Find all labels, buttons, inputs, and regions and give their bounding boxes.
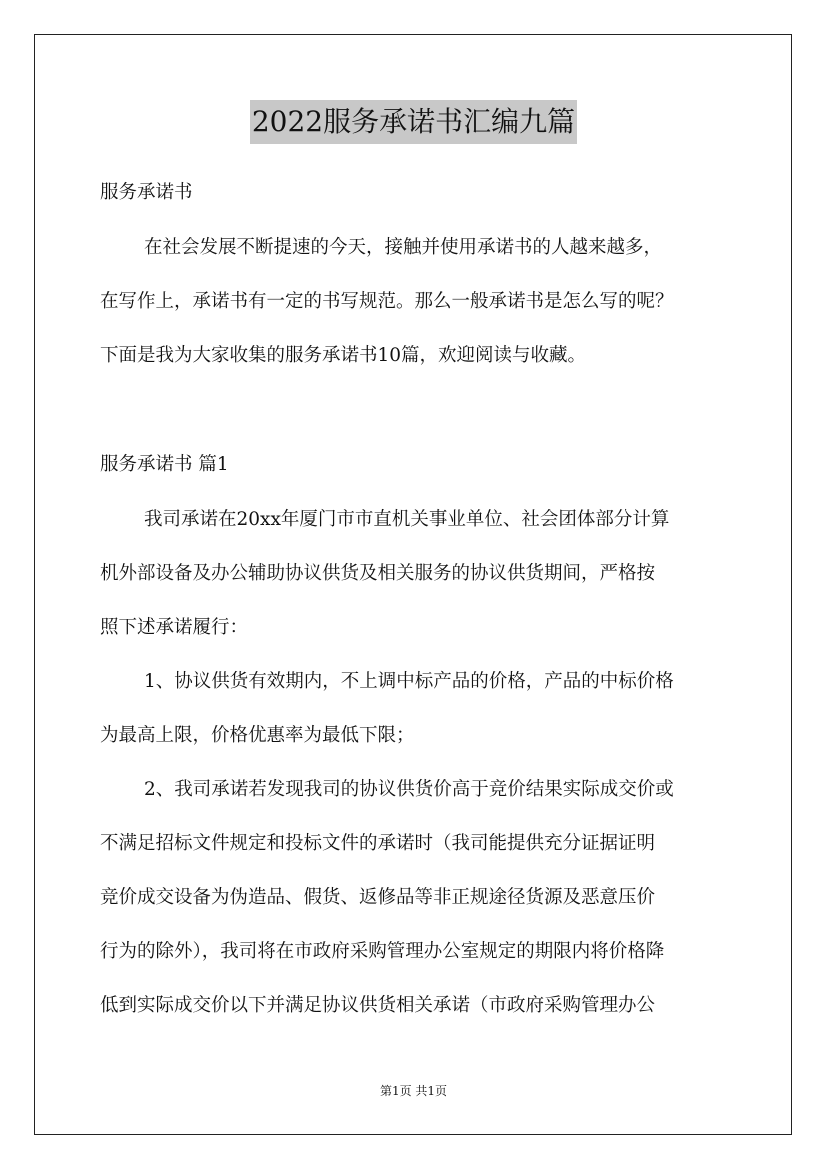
paragraph-line: 1、协议供货有效期内，不上调中标产品的价格，产品的中标价格 [144,671,674,692]
paragraph-line: 为最高上限，价格优惠率为最低下限； [100,725,415,746]
paragraph-line: 在写作上，承诺书有一定的书写规范。那么一般承诺书是怎么写的呢？ [100,291,674,312]
document-title: 2022服务承诺书汇编九篇 [250,100,577,144]
page-footer: 第1页 共1页 [379,1084,448,1098]
paragraph-line: 低到实际成交价以下并满足协议供货相关承诺（市政府采购管理办公 [100,995,656,1016]
paragraph-line: 不满足招标文件规定和投标文件的承诺时（我司能提供充分证据证明 [100,833,656,854]
paragraph-line: 2、我司承诺若发现我司的协议供货价高于竞价结果实际成交价或 [144,779,674,800]
paragraph-line: 我司承诺在20xx年厦门市市直机关事业单位、社会团体部分计算 [144,509,670,530]
title-wrap [0,100,827,144]
section-heading: 服务承诺书 [100,182,193,203]
paragraph-line: 照下述承诺履行： [100,617,249,638]
paragraph-line: 机外部设备及办公辅助协议供货及相关服务的协议供货期间，严格按 [100,563,656,584]
paragraph-line: 行为的除外），我司将在市政府采购管理办公室规定的期限内将价格降 [100,941,665,962]
paragraph-line: 下面是我为大家收集的服务承诺书10篇，欢迎阅读与收藏。 [100,345,587,366]
paragraph-line: 在社会发展不断提速的今天，接触并使用承诺书的人越来越多， [144,237,663,258]
section-heading: 服务承诺书 篇1 [100,454,229,475]
paragraph-line: 竞价成交设备为伪造品、假货、返修品等非正规途径货源及恶意压价 [100,887,656,908]
